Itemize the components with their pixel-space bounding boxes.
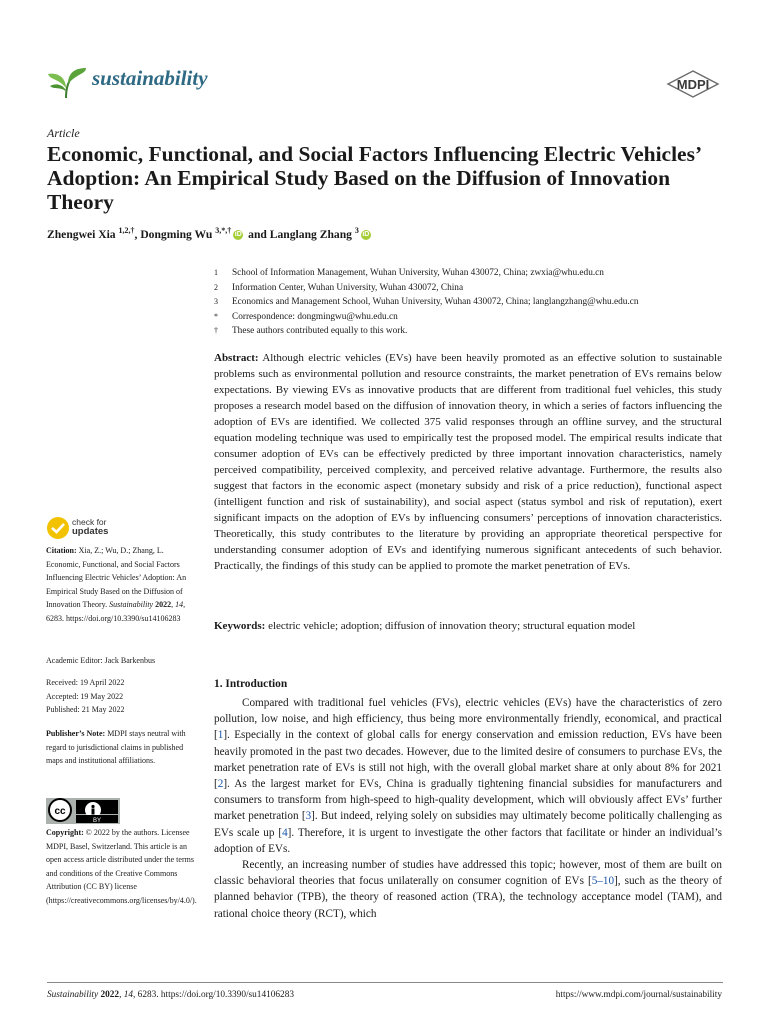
article-type: Article — [47, 126, 80, 140]
dates-block — [46, 676, 196, 717]
citation-link[interactable]: 5–10 — [591, 875, 615, 888]
check-for-updates-button[interactable] — [46, 516, 126, 540]
author-name[interactable]: Zhengwei Xia — [47, 227, 116, 241]
check-updates-text: check for — [72, 517, 107, 527]
keywords-label: Keywords: — [214, 620, 266, 632]
paragraph: Recently, an increasing number of studies have addressed this topic; however, most of them are built on classic behavioral theories that focus unilaterally on consumer cognition of EVs [5–10], such as the theory of planned behavior (TPB), the theory of reasoned action (TRA), the technology acceptance model (TAM), and rational choice theory (RCT), which — [214, 859, 722, 920]
journal-name: sustainability — [92, 66, 208, 90]
author-name[interactable]: Langlang Zhang — [269, 227, 352, 241]
abstract-text: Although electric vehicles (EVs) have been heavily promoted as an effective solution to sustainable problems such as environmental pollution and resource constraints, the market penetration of EVs remains below expectations. By viewing EVs as innovative products that are different from traditional fuel vehicles, this study proposes a research model based on the diffusion of innovation theory, in which a series of factors influencing the adoption of EVs are identified. We collected 375 valid responses through an offline survey, and the structural equation modeling technique was used to empirically test the proposed model. The empirical results indicate that consumer adoption of EVs can be effectively predicted by three important innovation characteristics, namely perceived compatibility, perceived complexity, and perceived relative advantage. Furthermore, the results also suggest that factors in the economic aspect (monetary subsidy and risk of a price reduction), functional aspect (intelligent function and risk of sustainability), and social aspect (status symbol and risk of reputation), exert significant impacts on the adoption of EVs by influencing consumers’ perceptions of innovation characteristics. Theoretically, this study contributes to the literature by providing an appropriate theoretical perspective for understanding consumer adoption of EVs and identifying numerous significant antecedents of such behavior. Practically, the findings of this study can be applied to promote the market penetration of EVs. — [214, 352, 722, 572]
citation-block: Citation: Xia, Z.; Wu, D.; Zhang, L. Economic, Functional, and Social Factors Influencing Electric Vehicles’ Adoption: An Empirical Study Based on the Diffusion of Innovation Theory. Sustainability 2022, 14, 6283. https://doi.org/10.3390/su14106283 — [46, 546, 187, 623]
footer-doi-link[interactable]: , 6283. https://doi.org/10.3390/su14106283 — [133, 990, 294, 1000]
affiliation-item: 3 Economics and Management School, Wuhan University, Wuhan 430072, China; langlangzhang@whu.edu.cn — [214, 297, 639, 307]
affiliations — [214, 266, 734, 339]
author-affil-mark: 3,*,† — [215, 226, 232, 235]
citation-link[interactable]: 2 — [217, 778, 224, 791]
paper-title: Economic, Functional, and Social Factors Influencing Electric Vehicles’ Adoption: An Empirical Study Based on the Diffusion of Innovation Theory — [47, 142, 701, 214]
check-updates-text: updates — [72, 526, 109, 537]
citation-link[interactable]: 3 — [305, 810, 312, 823]
affiliation-item: 1 School of Information Management, Wuhan University, Wuhan 430072, China; zwxia@whu.edu.cn — [214, 268, 604, 278]
orcid-icon[interactable]: iD — [234, 231, 242, 239]
abstract-label: Abstract: — [214, 352, 259, 364]
copyright-block: Copyright: © 2022 by the authors. Licensee MDPI, Basel, Switzerland. This article is an open access article distributed under the terms and conditions of the Creative Commons Attribution (CC BY) license (https://creativecommons.org/licenses/by/4.0/). — [46, 828, 197, 905]
citation-link[interactable]: 4 — [282, 826, 288, 839]
citation-doi-link[interactable]: , 6283. https://doi.org/10.3390/su14106283 — [46, 600, 186, 623]
introduction-body — [214, 695, 722, 922]
accepted-date: Accepted: 19 May 2022 — [46, 691, 124, 701]
by-label: BY — [92, 818, 102, 824]
affiliation-item: † These authors contributed equally to this work. — [214, 326, 408, 336]
leaf-logo-icon — [46, 64, 88, 100]
paragraph: Compared with traditional fuel vehicles (FVs), electric vehicles (EVs) have the characteristics of zero pollution, low noise, and high efficiency, thus being more environmentally friendly, economical, and practical [1]. Especially in the context of global calls for energy conservation and emission reduction, EVs have been heavily promoted in the past two decades. However, due to the limited desire of consumers to purchase EVs, the market penetration rate of EVs is still not high, with the overall global market share at only about 8% for 2021 [2]. As the largest market for EVs, China is gradually tightening financial subsidies for manufacturers and consumers to transform from high-speed to high-quality development, which will obviously affect EVs’ further market penetration [3]. But indeed, relying solely on subsidies may ultimately become politically challenging as EVs scale up [4]. Therefore, it is urgent to investigate the other factors that facilitate or hinder an individual’s adoption of EVs. — [214, 697, 723, 855]
mdpi-logo-icon — [666, 70, 720, 98]
keywords — [214, 618, 722, 634]
author-affil-mark: 3 — [354, 226, 359, 235]
keywords-text: electric vehicle; adoption; diffusion of innovation theory; structural equation model — [268, 620, 636, 632]
cc-label: cc — [54, 806, 66, 817]
footer-divider — [47, 982, 723, 983]
footer-journal-url[interactable]: https://www.mdpi.com/journal/sustainability — [555, 990, 722, 1000]
author-name[interactable]: Dongming Wu — [140, 227, 213, 241]
abstract — [214, 350, 722, 574]
cc-by-license-icon[interactable] — [46, 798, 120, 824]
author-list: Zhengwei Xia $^{1,2,\dagger}$, Dongming Wu $^{3,*,\dagger}$ iD and Langlang Zhang $^3$ iD — [47, 226, 370, 241]
affiliation-item: * Correspondence: dongmingwu@whu.edu.cn — [214, 311, 398, 322]
publisher-name: MDPI — [676, 77, 710, 92]
affiliation-item: 2 Information Center, Wuhan University, Wuhan 430072, China — [214, 282, 464, 293]
academic-editor: Academic Editor: Jack Barkenbus — [46, 656, 156, 665]
publisher-note: Publisher’s Note: MDPI stays neutral with regard to jurisdictional claims in published maps and institutional affiliations. — [46, 729, 186, 765]
footer-citation: Sustainability 2022, 14, 6283. https://doi.org/10.3390/su14106283 — [47, 990, 294, 1000]
orcid-icon[interactable]: iD — [362, 231, 370, 239]
check-updates-icon — [46, 516, 70, 540]
citation-link[interactable]: 1 — [217, 729, 224, 742]
author-affil-mark: 1,2,† — [118, 226, 135, 235]
received-date: Received: 19 April 2022 — [46, 678, 125, 687]
section-heading: 1. Introduction — [214, 678, 288, 690]
published-date: Published: 21 May 2022 — [46, 705, 125, 714]
